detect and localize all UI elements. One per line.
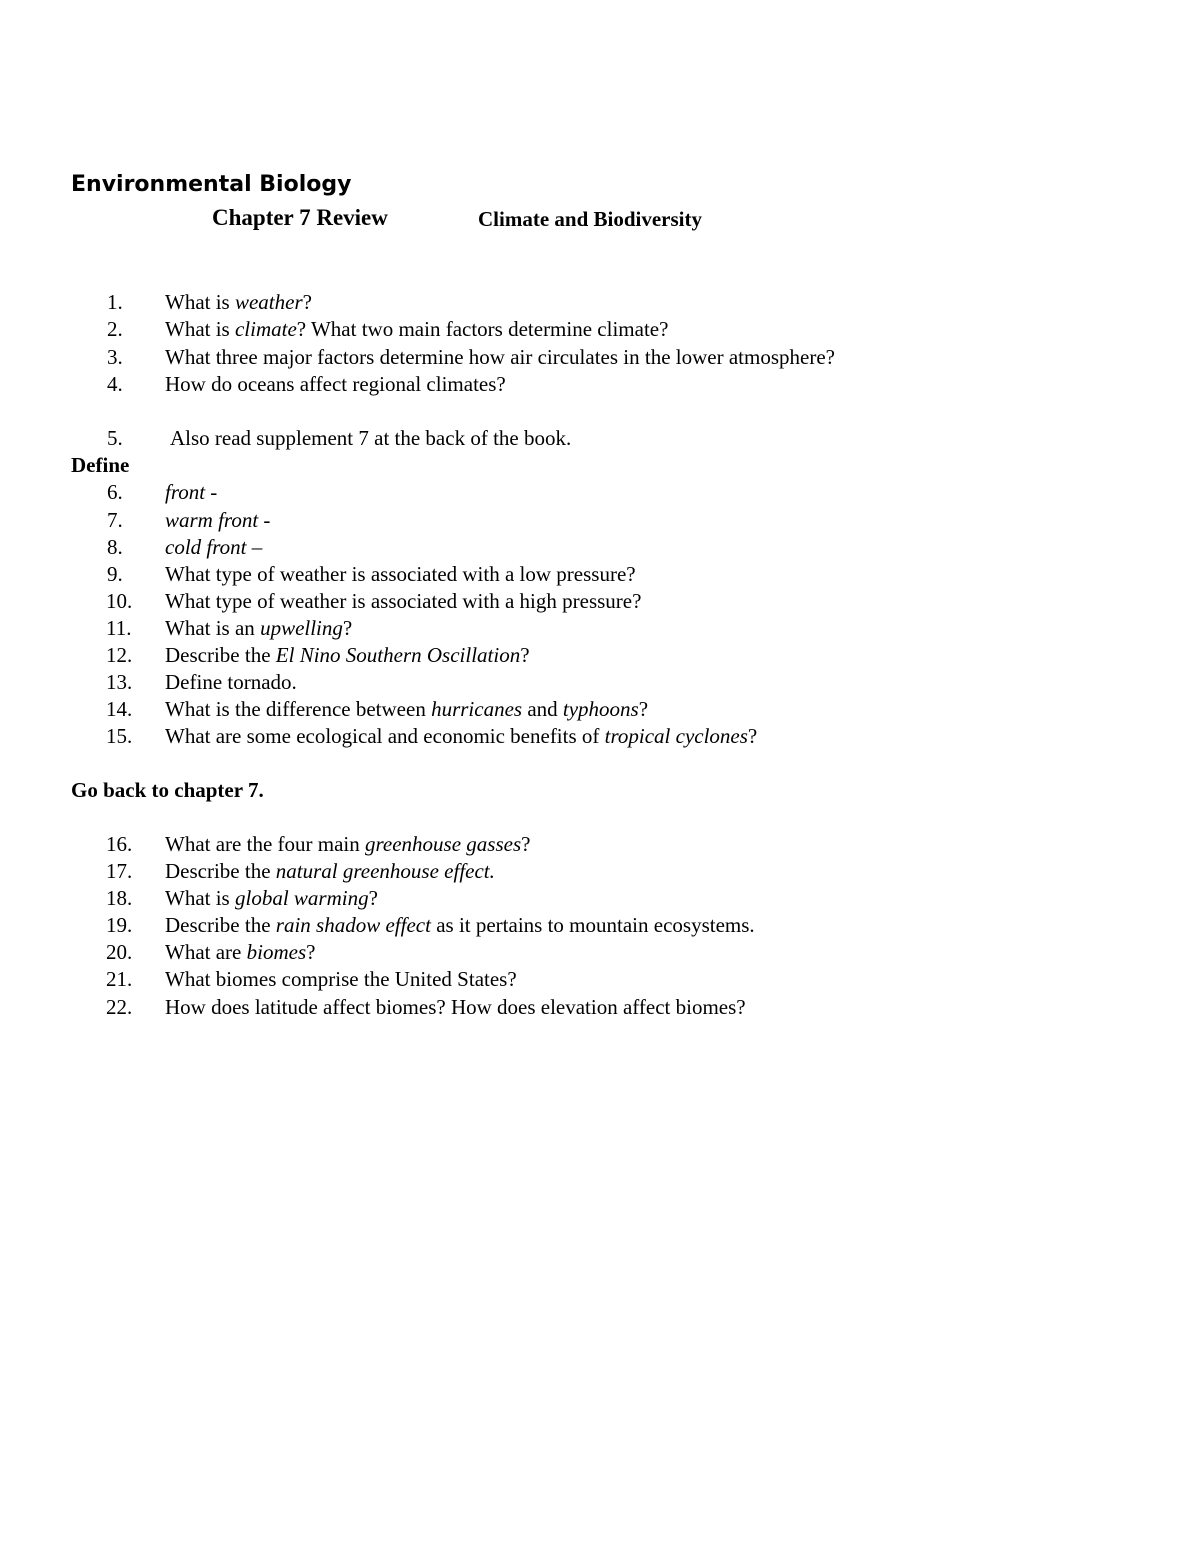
question-text: What biomes comprise the United States? <box>165 967 517 991</box>
question-text: How does latitude affect biomes? How does elevation affect biomes? <box>165 995 746 1019</box>
question-text: What is climate? What two main factors determine climate? <box>165 317 669 341</box>
question-number: 13. <box>106 670 133 694</box>
question-number: 16. <box>106 832 133 856</box>
question-text: Also read supplement 7 at the back of the book. <box>170 426 572 450</box>
question-number: 15. <box>106 724 133 748</box>
question-number: 6. <box>107 480 123 504</box>
question-number: 11. <box>106 616 132 640</box>
question-text: What three major factors determine how air circulates in the lower atmosphere? <box>165 345 835 369</box>
question-number: 10. <box>106 589 133 613</box>
question-text: What are biomes? <box>165 940 316 964</box>
question-number: 3. <box>107 345 123 369</box>
course-title: Environmental Biology <box>71 172 352 197</box>
go-back-heading: Go back to chapter 7. <box>71 778 264 802</box>
question-number: 4. <box>107 372 123 396</box>
question-text: What are the four main greenhouse gasses? <box>165 832 531 856</box>
question-text: warm front - <box>165 508 271 532</box>
question-text: What is weather? <box>165 290 312 314</box>
question-number: 21. <box>106 967 133 991</box>
question-text: Describe the rain shadow effect as it pertains to mountain ecosystems. <box>165 913 755 937</box>
chapter-topic: Climate and Biodiversity <box>478 207 702 231</box>
question-text: Define tornado. <box>165 670 297 694</box>
question-number: 2. <box>107 317 123 341</box>
question-text: What are some ecological and economic benefits of tropical cyclones? <box>165 724 758 748</box>
question-number: 14. <box>106 697 133 721</box>
question-number: 8. <box>107 535 123 559</box>
question-number: 9. <box>107 562 123 586</box>
question-number: 12. <box>106 643 133 667</box>
question-number: 17. <box>106 859 133 883</box>
question-number: 19. <box>106 913 133 937</box>
question-text: What type of weather is associated with a high pressure? <box>165 589 642 613</box>
question-number: 22. <box>106 995 133 1019</box>
chapter-title: Chapter 7 Review <box>212 205 388 230</box>
question-text: front - <box>165 480 218 504</box>
question-text: Describe the El Nino Southern Oscillation? <box>165 643 530 667</box>
question-number: 1. <box>107 290 123 314</box>
question-number: 18. <box>106 886 133 910</box>
question-text: What is the difference between hurricanes and typhoons? <box>165 697 649 721</box>
question-text: What is an upwelling? <box>165 616 353 640</box>
question-number: 7. <box>107 508 123 532</box>
question-text: What is global warming? <box>165 886 378 910</box>
question-text: How do oceans affect regional climates? <box>165 372 506 396</box>
question-text: cold front – <box>165 535 263 559</box>
question-number: 20. <box>106 940 133 964</box>
define-heading: Define <box>71 453 130 477</box>
question-text: What type of weather is associated with a low pressure? <box>165 562 636 586</box>
question-number: 5. <box>107 426 123 450</box>
question-text: Describe the natural greenhouse effect. <box>165 859 495 883</box>
